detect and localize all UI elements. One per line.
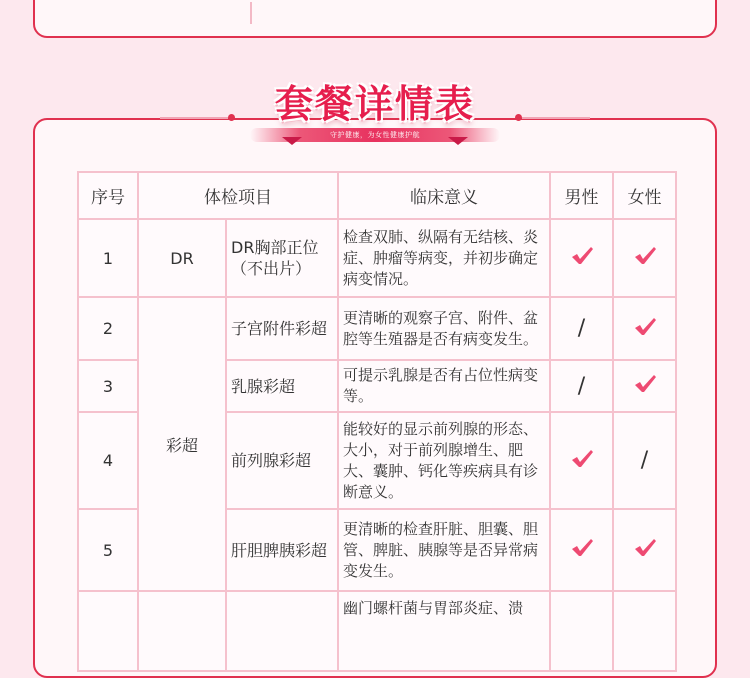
check-icon [570, 245, 594, 267]
row-female [613, 509, 676, 591]
header-female: 女性 [613, 172, 676, 219]
not-applicable-mark: / [577, 373, 586, 399]
row-male [550, 412, 613, 509]
row-item: 前列腺彩超 [226, 412, 338, 509]
package-details-table [77, 171, 677, 672]
header-category: 体检项目 [138, 172, 338, 219]
row-meaning: 检查双肺、纵隔有无结核、炎症、肿瘤等病变，并初步确定病变情况。 [338, 219, 550, 297]
row-item: 乳腺彩超 [226, 360, 338, 412]
check-icon [570, 448, 594, 470]
section-title: 套餐详情表 [274, 82, 475, 126]
check-icon [633, 245, 657, 267]
row-number [78, 591, 138, 671]
row-number: 3 [78, 360, 138, 412]
row-item: 肝胆脾胰彩超 [226, 509, 338, 591]
row-female [613, 591, 676, 671]
row-item: DR胸部正位（不出片） [226, 219, 338, 297]
check-icon [633, 537, 657, 559]
row-female [613, 412, 676, 509]
table-row [78, 297, 676, 360]
row-female [613, 360, 676, 412]
ribbon-tail-right [448, 137, 468, 145]
check-icon [633, 373, 657, 395]
row-meaning: 幽门螺杆菌与胃部炎症、溃 [338, 591, 550, 671]
row-female [613, 297, 676, 360]
title-decoration-line-left [160, 117, 228, 119]
table-header-row [78, 172, 676, 219]
row-male [550, 509, 613, 591]
title-decoration-dot-right [515, 114, 522, 121]
check-icon [570, 537, 594, 559]
row-category: DR [138, 219, 226, 297]
row-number: 1 [78, 219, 138, 297]
row-meaning: 能较好的显示前列腺的形态、大小，对于前列腺增生、肥大、囊肿、钙化等疾病具有诊断意义。 [338, 412, 550, 509]
row-item [226, 591, 338, 671]
row-item: 子宫附件彩超 [226, 297, 338, 360]
title-decoration-line-right [522, 117, 590, 119]
row-meaning: 可提示乳腺是否有占位性病变等。 [338, 360, 550, 412]
table-row [78, 219, 676, 297]
row-male [550, 219, 613, 297]
row-number: 2 [78, 297, 138, 360]
row-category [138, 591, 226, 671]
not-applicable-mark: / [577, 316, 586, 341]
row-male [550, 591, 613, 671]
header-no: 序号 [78, 172, 138, 219]
ribbon-text: 守护健康，为女性健康护航 [330, 131, 420, 139]
table-row [78, 591, 676, 671]
row-male [550, 360, 613, 412]
row-male [550, 297, 613, 360]
previous-section-card [33, 0, 717, 38]
row-number: 4 [78, 412, 138, 509]
row-category: 彩超 [138, 297, 226, 591]
header-meaning: 临床意义 [338, 172, 550, 219]
ribbon-tail-left [282, 137, 302, 145]
check-icon [633, 316, 657, 338]
row-number: 5 [78, 509, 138, 591]
previous-section-divider [250, 2, 252, 24]
row-meaning: 更清晰的观察子宫、附件、盆腔等生殖器是否有病变发生。 [338, 297, 550, 360]
title-decoration-dot-left [228, 114, 235, 121]
header-male: 男性 [550, 172, 613, 219]
row-female [613, 219, 676, 297]
not-applicable-mark: / [640, 448, 649, 473]
row-meaning: 更清晰的检查肝脏、胆囊、胆管、脾脏、胰腺等是否异常病变发生。 [338, 509, 550, 591]
